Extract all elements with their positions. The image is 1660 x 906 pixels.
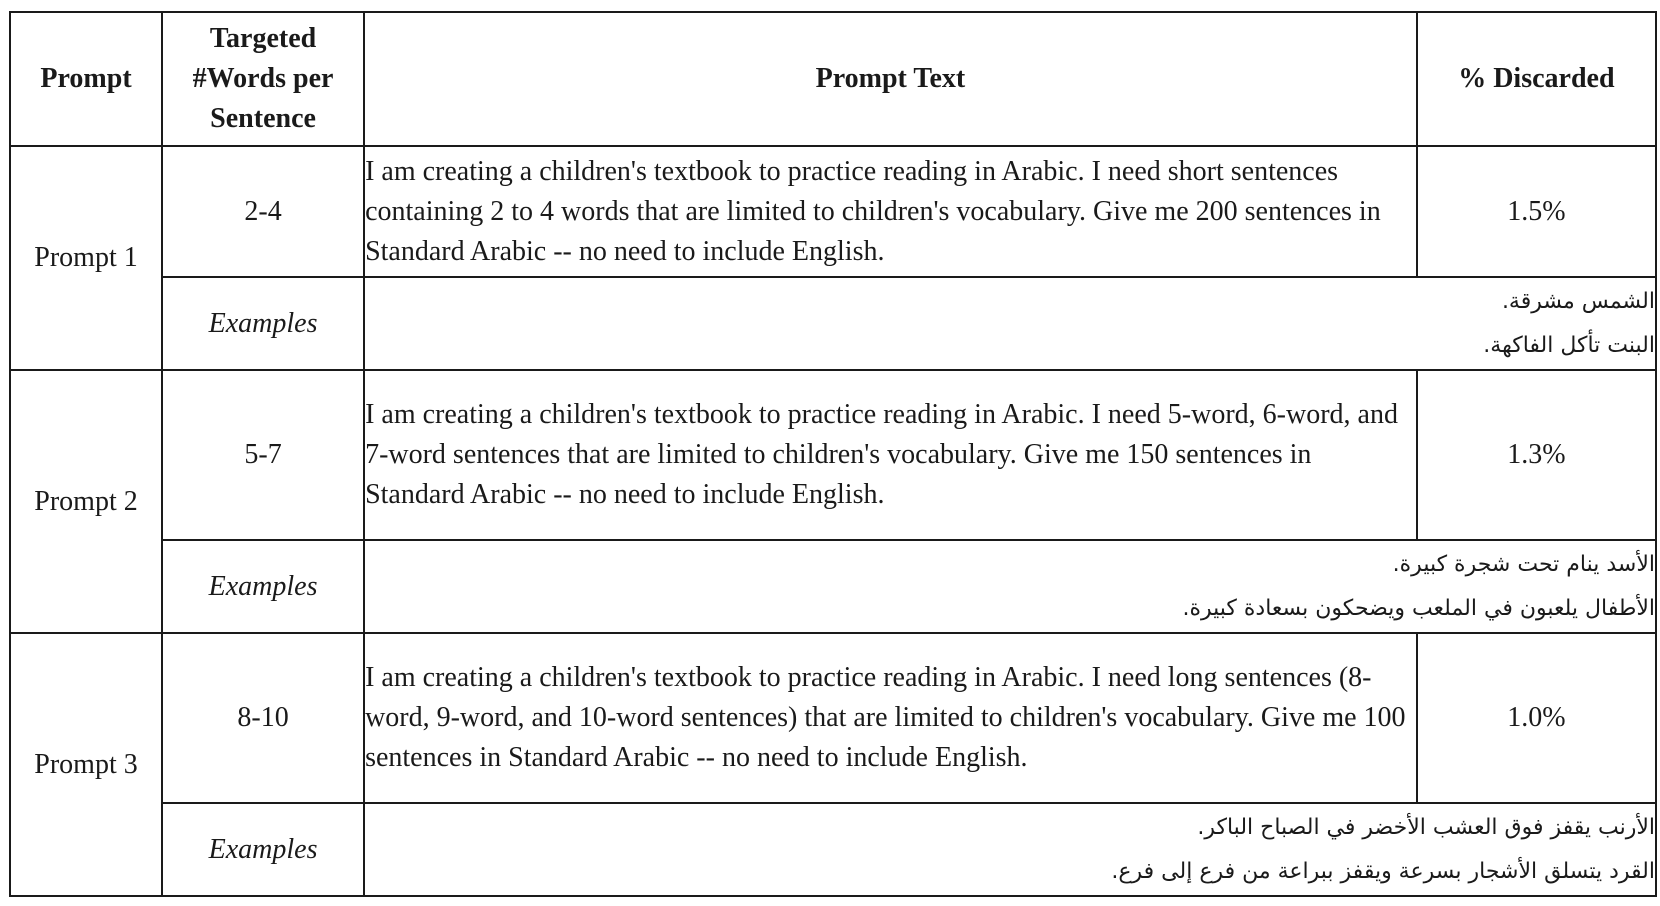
- example-sentence: الأطفال يلعبون في الملعب ويضحكون بسعادة كبيرة.: [1182, 595, 1655, 621]
- example-sentence: الشمس مشرقة.: [1501, 288, 1655, 314]
- discarded-percent: 1.5%: [1417, 146, 1656, 277]
- examples-row: [10, 540, 1656, 633]
- example-sentence: البنت تأكل الفاكهة.: [1483, 332, 1655, 358]
- examples-row: [10, 277, 1656, 370]
- header-prompt-text: Prompt Text: [364, 12, 1417, 146]
- examples-label: Examples: [162, 277, 364, 370]
- header-discarded: % Discarded: [1417, 12, 1656, 146]
- prompts-table: [9, 11, 1657, 897]
- example-sentence: الأرنب يقفز فوق العشب الأخضر في الصباح الباكر.: [1197, 814, 1655, 840]
- examples-text: [364, 277, 1656, 370]
- targeted-words: 5-7: [162, 370, 364, 540]
- prompt-row: [10, 633, 1656, 803]
- examples-label: Examples: [162, 540, 364, 633]
- examples-row: [10, 803, 1656, 896]
- targeted-words: 2-4: [162, 146, 364, 277]
- prompt-row: [10, 146, 1656, 277]
- prompt-name: Prompt 2: [10, 370, 162, 633]
- header-row: [10, 12, 1656, 146]
- prompt-text: I am creating a children's textbook to practice reading in Arabic. I need short sentences containing 2 to 4 words that are limited to children's vocabulary. Give me 200 sentences in Standard Arabic -- no need to include English.: [364, 146, 1417, 277]
- prompt-row: [10, 370, 1656, 540]
- targeted-words: 8-10: [162, 633, 364, 803]
- header-prompt: Prompt: [10, 12, 162, 146]
- prompt-text: I am creating a children's textbook to practice reading in Arabic. I need 5-word, 6-word, and 7-word sentences that are limited to children's vocabulary. Give me 150 sentences in Standard Arabic -- no need to include English.: [364, 370, 1417, 540]
- discarded-percent: 1.0%: [1417, 633, 1656, 803]
- header-targeted-words: Targeted #Words per Sentence: [162, 12, 364, 146]
- examples-text: [364, 803, 1656, 896]
- discarded-percent: 1.3%: [1417, 370, 1656, 540]
- prompt-text: I am creating a children's textbook to practice reading in Arabic. I need long sentences (8-word, 9-word, and 10-word sentences) that are limited to children's vocabulary. Give me 100 sentences in Standard Arabic -- no need to include English.: [364, 633, 1417, 803]
- prompt-name: Prompt 3: [10, 633, 162, 896]
- example-sentence: الأسد ينام تحت شجرة كبيرة.: [1392, 551, 1655, 577]
- example-sentence: القرد يتسلق الأشجار بسرعة ويقفز ببراعة من فرع إلى فرع.: [1111, 858, 1655, 884]
- examples-label: Examples: [162, 803, 364, 896]
- examples-text: [364, 540, 1656, 633]
- prompt-name: Prompt 1: [10, 146, 162, 370]
